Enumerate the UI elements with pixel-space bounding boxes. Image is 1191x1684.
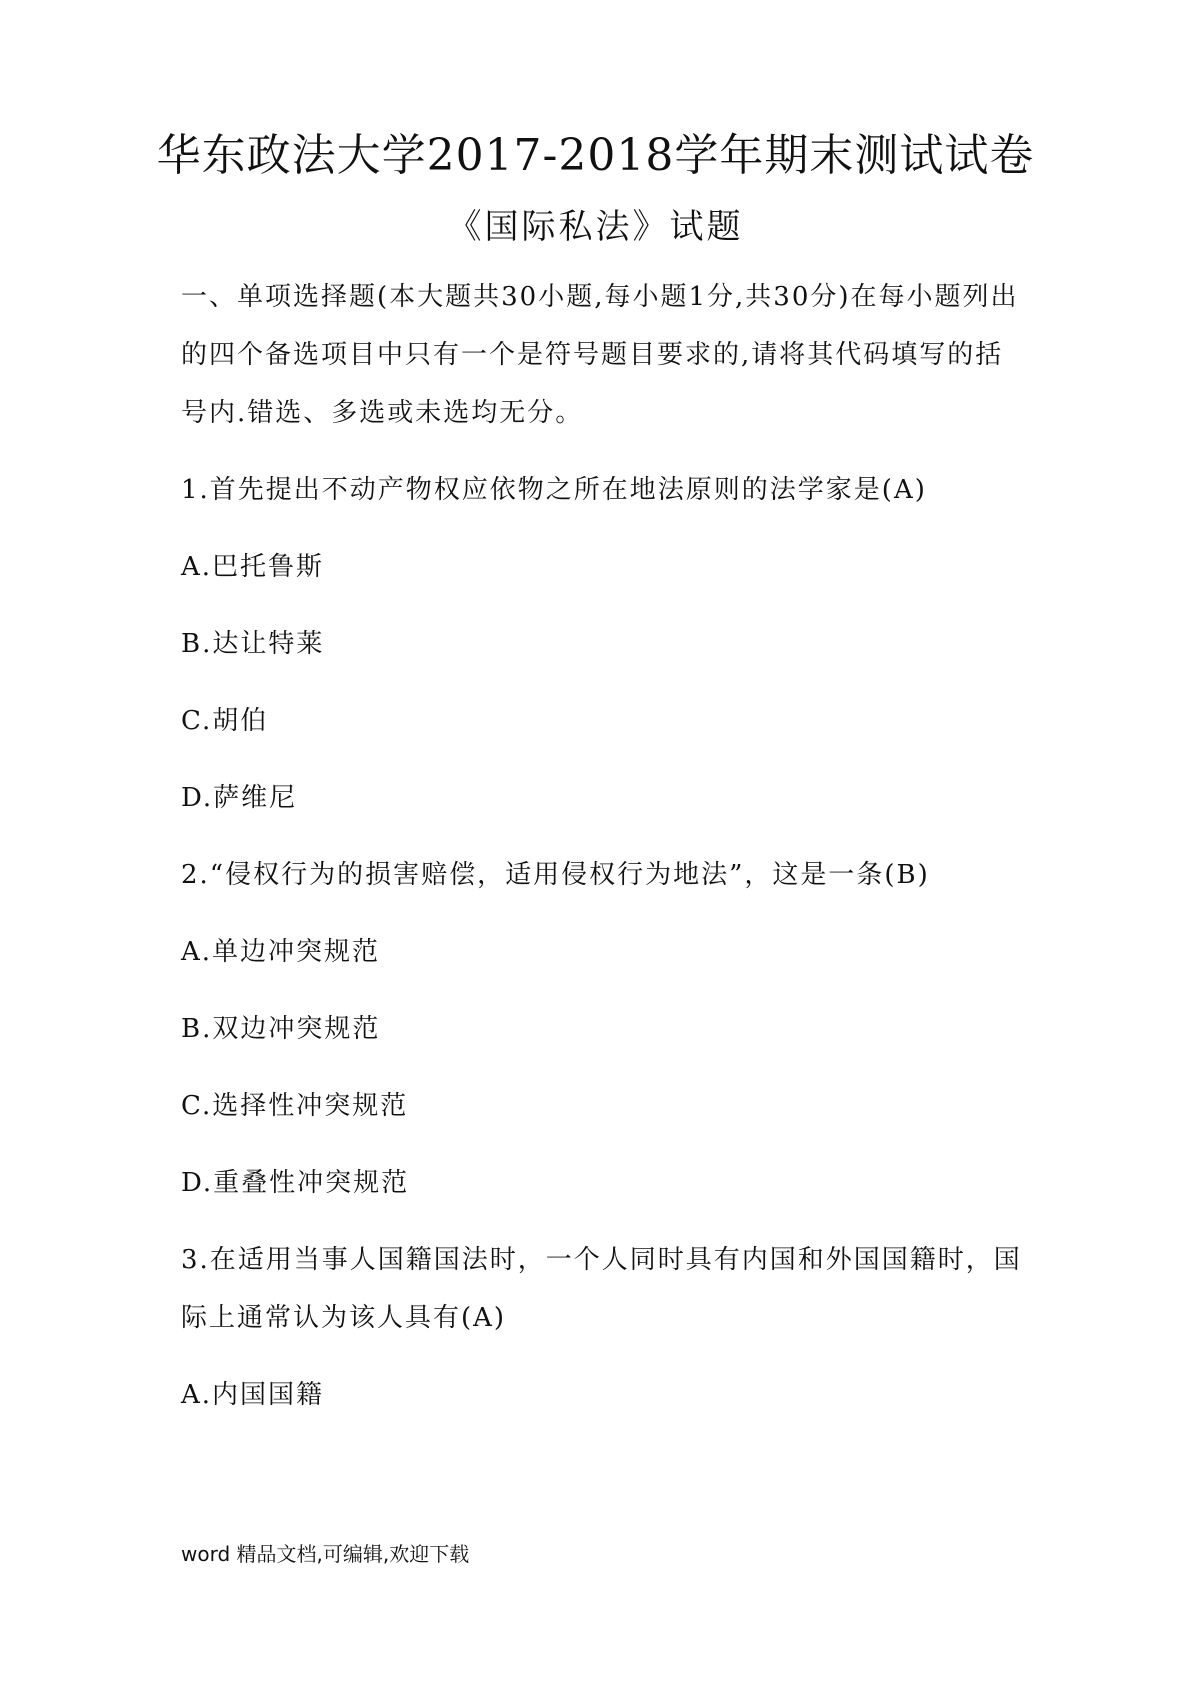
question-1-option-c: C.胡伯 [181,706,269,736]
document-title: 华东政法大学2017-2018学年期末测试试卷 [156,130,1035,181]
question-1-option-a: A.巴托鲁斯 [181,552,325,582]
question-3-stem-line-1: 3.在适用当事人国籍国法时，一个人同时具有内国和外国国籍时，国 [181,1245,1022,1275]
question-2-option-d: D.重叠性冲突规范 [181,1168,410,1198]
section-instructions-line-2: 的四个备选项目中只有一个是符号题目要求的,请将其代码填写的括 [181,340,1004,370]
footer-note: word 精品文档,可编辑,欢迎下载 [181,1542,470,1566]
question-2-option-c: C.选择性冲突规范 [181,1091,409,1121]
section-instructions-line-3: 号内.错选、多选或未选均无分。 [181,398,584,428]
question-2-option-b: B.双边冲突规范 [181,1014,381,1044]
document-subtitle: 《国际私法》试题 [447,207,744,247]
question-2-option-a: A.单边冲突规范 [181,937,381,967]
question-3-stem-line-2: 际上通常认为该人具有(A) [181,1303,507,1333]
question-2-stem: 2.“侵权行为的损害赔偿，适用侵权行为地法”，这是一条(B) [181,860,930,890]
question-1-option-d: D.萨维尼 [181,783,298,813]
question-3-option-a: A.内国国籍 [181,1380,325,1410]
question-1-option-b: B.达让特莱 [181,629,325,659]
section-instructions-line-1: 一、单项选择题(本大题共30小题,每小题1分,共30分)在每小题列出 [181,282,1019,312]
question-1-stem: 1.首先提出不动产物权应依物之所在地法原则的法学家是(A) [181,475,927,505]
